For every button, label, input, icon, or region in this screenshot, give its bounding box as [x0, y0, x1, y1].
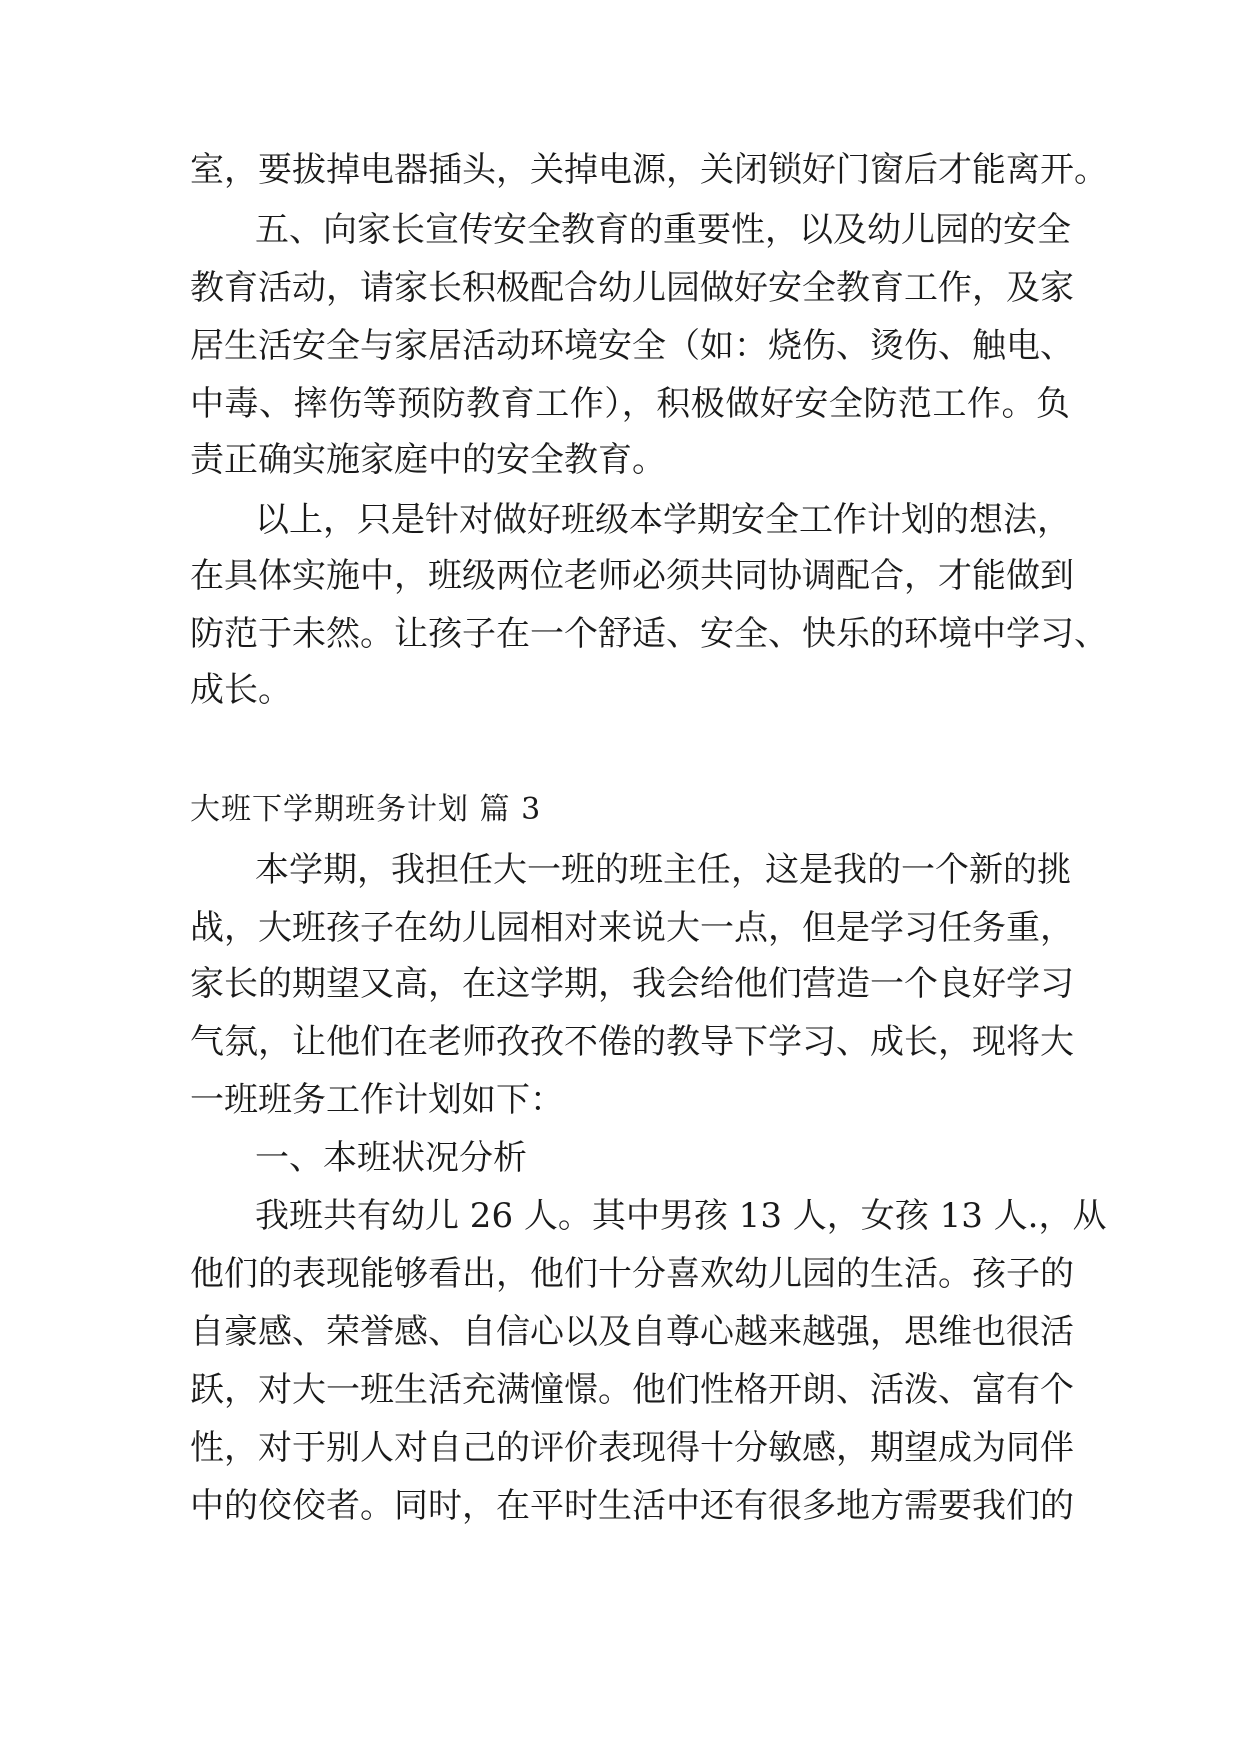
text-line: 居生活安全与家居活动环境安全（如：烧伤、烫伤、触电、: [190, 326, 1074, 366]
text-line: 成长。: [190, 670, 292, 710]
text-line: 五、向家长宣传安全教育的重要性，以及幼儿园的安全: [255, 210, 1071, 250]
text-line: 以上，只是针对做好班级本学期安全工作计划的想法，: [255, 500, 1071, 540]
text-line: 中毒、摔伤等预防教育工作），积极做好安全防范工作。负: [190, 384, 1070, 424]
text-line: 中的佼佼者。同时，在平时生活中还有很多地方需要我们的: [190, 1486, 1074, 1526]
text-line: 战，大班孩子在幼儿园相对来说大一点，但是学习任务重，: [190, 908, 1074, 948]
text-line: 自豪感、荣誉感、自信心以及自尊心越来越强，思维也很活: [190, 1312, 1074, 1352]
subheading: 一、本班状况分析: [255, 1138, 527, 1178]
text-line: 防范于未然。让孩子在一个舒适、安全、快乐的环境中学习、: [190, 614, 1108, 654]
text-line: 责正确实施家庭中的安全教育。: [190, 440, 666, 480]
text-line: 我班共有幼儿 26 人。其中男孩 13 人，女孩 13 人.，从: [255, 1196, 1107, 1236]
text-line: 一班班务工作计划如下：: [190, 1080, 564, 1120]
text-line: 气氛，让他们在老师孜孜不倦的教导下学习、成长，现将大: [190, 1022, 1074, 1062]
text-line: 在具体实施中，班级两位老师必须共同协调配合，才能做到: [190, 556, 1074, 596]
section-heading: 大班下学期班务计划 篇 3: [190, 792, 542, 827]
text-line: 本学期，我担任大一班的班主任，这是我的一个新的挑: [255, 850, 1071, 890]
text-line: 性，对于别人对自己的评价表现得十分敏感，期望成为同伴: [190, 1428, 1074, 1468]
text-line: 他们的表现能够看出，他们十分喜欢幼儿园的生活。孩子的: [190, 1254, 1074, 1294]
text-line: 跃，对大一班生活充满憧憬。他们性格开朗、活泼、富有个: [190, 1370, 1074, 1410]
text-line: 室，要拔掉电器插头，关掉电源，关闭锁好门窗后才能离开。: [190, 150, 1108, 190]
text-line: 教育活动，请家长积极配合幼儿园做好安全教育工作，及家: [190, 268, 1074, 308]
text-line: 家长的期望又高，在这学期，我会给他们营造一个良好学习: [190, 964, 1074, 1004]
